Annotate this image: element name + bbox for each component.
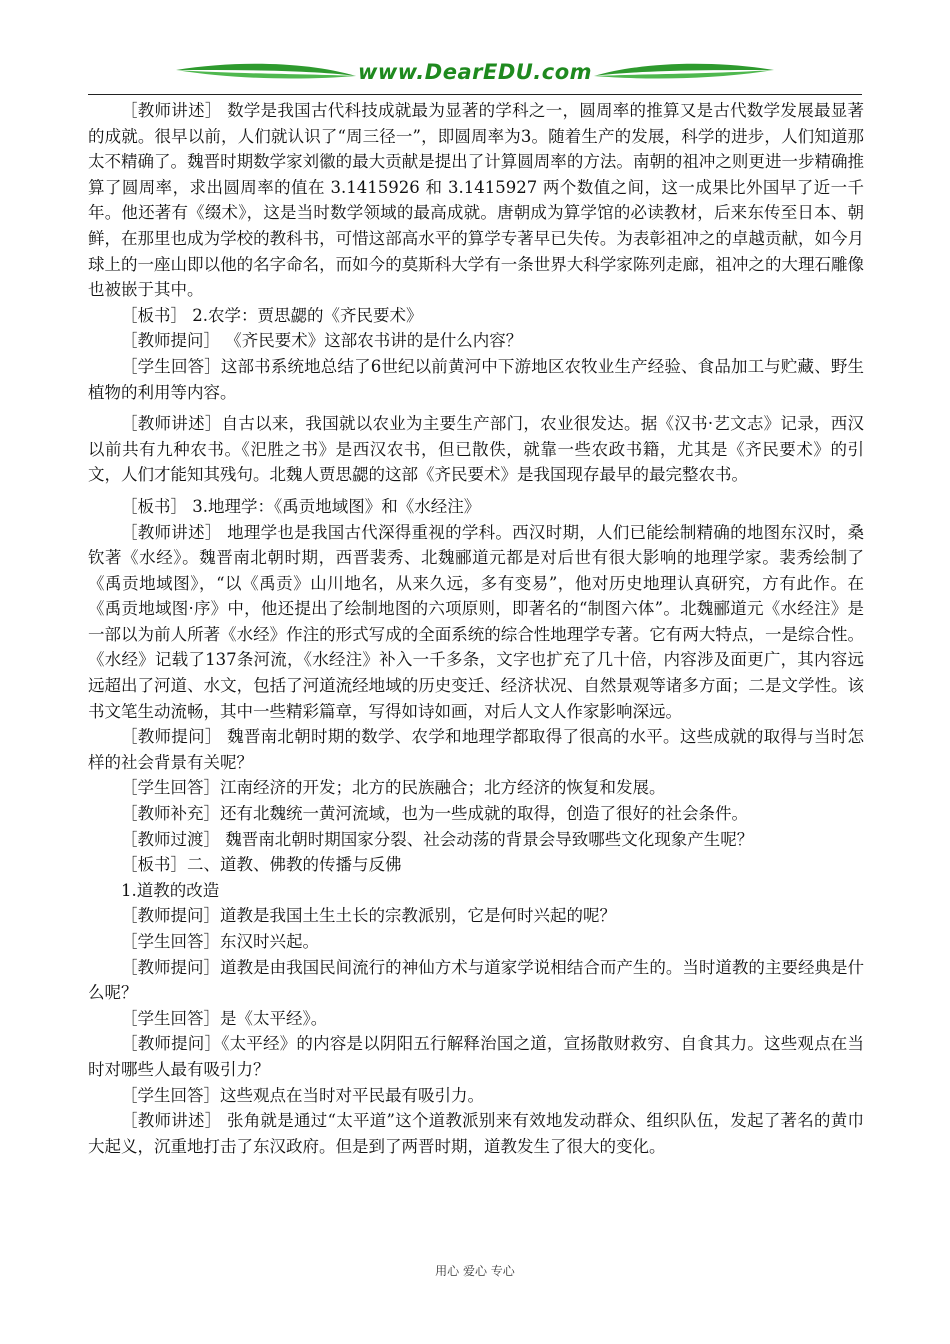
paragraph: ［教师提问］道教是由我国民间流行的神仙方术与道家学说相结合而产生的。当时道教的主要经典是什么呢？: [88, 957, 864, 1003]
paragraph: ［教师讲述］ 地理学也是我国古代深得重视的学科。西汉时期，人们已能绘制精确的地图东汉时，桑钦著《水经》。魏晋南北朝时期，西晋裴秀、北魏郦道元都是对后世有很大影响的地理学家。裴秀绘制了《禹贡地域图》，“以《禹贡》山川地名，从来久远，多有变易”，他对历史地理认真研究，方有此作。在《禹贡地域图·序》中，他还提出了绘制地图的六项原则，即著名的“制图六体”。北魏郦道元《水经注》是一部以为前人所著《水经》作注的形式写成的全面系统的综合性地理学专著。它有两大特点，一是综合性。《水经》记载了137条河流，《水经注》补入一千多条，文字也扩充了几十倍，内容涉及面更广，其内容远远超出了河道、水文，包括了河道流经地域的历史变迁、经济状况、自然景观等诸多方面；二是文学性。该书文笔生动流畅，其中一些精彩篇章，写得如诗如画，对后人文人作家影响深远。: [88, 522, 864, 721]
paragraph: ［教师提问］ 《齐民要术》这部农书讲的是什么内容？: [121, 331, 523, 351]
paragraph: ［教师提问］《太平经》的内容是以阴阳五行解释治国之道，宣扬散财救穷、自食其力。这些观点在当时对哪些人最有吸引力？: [88, 1034, 864, 1079]
site-brand: www.DearEDU.com: [357, 60, 593, 84]
paragraph: ［学生回答］是《太平经》。: [121, 1008, 328, 1028]
paragraph: ［学生回答］这部书系统地总结了6世纪以前黄河中下游地区农牧业生产经验、食品加工与贮藏、野生植物的利用等内容。: [88, 356, 864, 402]
paragraph: ［教师提问］道教是我国土生土长的宗教派别，它是何时兴起的呢？: [121, 906, 616, 926]
paragraph: 1.道教的改造: [121, 880, 220, 900]
document-body: [88, 98, 864, 1159]
paragraph: ［教师过渡］ 魏晋南北朝时期国家分裂、社会动荡的背景会导致哪些文化现象产生呢？: [121, 829, 754, 849]
header-divider: [88, 94, 862, 95]
page-footer: 用心 爱心 专心: [435, 1264, 515, 1278]
paragraph: ［教师讲述］ 数学是我国古代科技成就最为显著的学科之一，圆周率的推算又是古代数学发展最显著的成就。很早以前，人们就认识了“周三径一”，即圆周率为3。随着生产的发展，科学的进步，人们知道那太不精确了。魏晋时期数学家刘徽的最大贡献是提出了计算圆周率的方法。南朝的祖冲之则更进一步精确推算了圆周率，求出圆周率的值在 3.1415926 和 3.1415927 两个数值之间，这一成果比外国早了近一千年。他还著有《缀术》，这是当时数学领域的最高成就。唐朝成为算学馆的必读教材，后来东传至日本、朝鲜，在那里也成为学校的教科书，可惜这部高水平的算学专著早已失传。为表彰祖冲之的卓越贡献，如今月球上的一座山即以他的名字命名，而如今的莫斯科大学有一条世界大科学家陈列走廊，祖冲之的大理石雕像也被嵌于其中。: [88, 101, 864, 300]
site-header: [88, 56, 862, 96]
paragraph: ［教师提问］ 魏晋南北朝时期的数学、农学和地理学都取得了很高的水平。这些成就的取得与当时怎样的社会背景有关呢？: [88, 727, 864, 772]
paragraph: ［学生回答］江南经济的开发；北方的民族融合；北方经济的恢复和发展。: [121, 778, 666, 798]
paragraph: ［板书］ 3.地理学：《禹贡地域图》和《水经注》: [121, 496, 481, 516]
paragraph: ［教师讲述］ 张角就是通过“太平道”这个道教派别来有效地发动群众、组织队伍，发起了著名的黄巾大起义，沉重地打击了东汉政府。但是到了两晋时期，道教发生了很大的变化。: [88, 1111, 864, 1156]
paragraph: ［学生回答］东汉时兴起。: [121, 932, 319, 951]
paragraph: ［教师补充］还有北魏统一黄河流域，也为一些成就的取得，创造了很好的社会条件。: [121, 804, 748, 824]
paragraph: ［教师讲述］自古以来，我国就以农业为主要生产部门，农业很发达。据《汉书·艺文志》记录，西汉以前共有九种农书。《汜胜之书》是西汉农书，但已散佚，就靠一些农政书籍，尤其是《齐民要术》的引文，人们才能知其残句。北魏人贾思勰的这部《齐民要术》是我国现存最早的最完整农书。: [88, 414, 864, 485]
paragraph: ［学生回答］这些观点在当时对平民最有吸引力。: [121, 1085, 484, 1105]
paragraph: ［板书］二、道教、佛教的传播与反佛: [121, 855, 402, 875]
paragraph: ［板书］ 2.农学：贾思勰的《齐民要术》: [121, 305, 423, 325]
